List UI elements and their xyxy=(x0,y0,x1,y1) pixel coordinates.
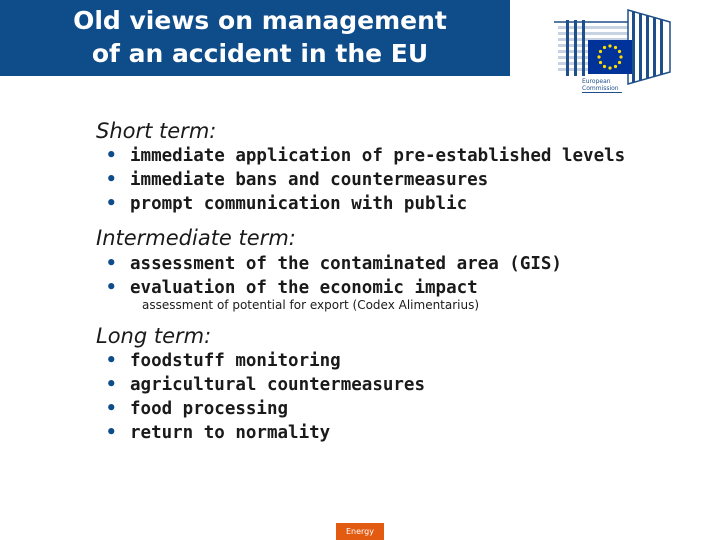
slide-title xyxy=(0,4,520,70)
intermediate-term-list xyxy=(106,252,562,300)
list-item xyxy=(106,192,625,216)
short-term-list xyxy=(106,144,625,216)
section-title-long-term: Long term: xyxy=(96,324,212,348)
list-item-text: foodstuff monitoring xyxy=(130,351,341,371)
list-item xyxy=(106,397,425,421)
list-item xyxy=(106,373,425,397)
list-item-text: return to normality xyxy=(130,423,331,443)
list-item-text: evaluation of the economic impact xyxy=(130,278,478,298)
list-item-text: prompt communication with public xyxy=(130,194,468,214)
slide-title-line2: of an accident in the EU xyxy=(91,39,429,68)
list-item-text: immediate application of pre-established levels xyxy=(130,146,626,166)
list-item-text: food processing xyxy=(130,399,289,419)
bullet-icon: • xyxy=(106,194,117,214)
list-item-text: assessment of the contaminated area (GIS) xyxy=(130,254,562,274)
list-item-text: agricultural countermeasures xyxy=(130,375,426,395)
list-item xyxy=(106,276,562,300)
bullet-icon: • xyxy=(106,146,117,166)
bullet-icon: • xyxy=(106,399,117,419)
section-title-short-term: Short term: xyxy=(96,119,217,143)
european-commission-logo xyxy=(540,0,720,100)
eu-flag-icon xyxy=(588,40,632,74)
list-item xyxy=(106,252,562,276)
bullet-icon: • xyxy=(106,375,117,395)
section-title-intermediate-term: Intermediate term: xyxy=(96,226,296,250)
logo-text-line1: European xyxy=(582,78,611,85)
sub-note: assessment of potential for export (Codex Alimentarius) xyxy=(142,298,480,312)
bullet-icon: • xyxy=(106,351,117,371)
list-item xyxy=(106,168,625,192)
bullet-icon: • xyxy=(106,278,117,298)
bullet-icon: • xyxy=(106,170,117,190)
list-item-text: immediate bans and countermeasures xyxy=(130,170,489,190)
list-item xyxy=(106,349,425,373)
footer-energy-tag: Energy xyxy=(336,523,384,540)
list-item xyxy=(106,421,425,445)
slide-title-line1: Old views on management xyxy=(73,6,447,35)
logo-text xyxy=(582,78,622,93)
list-item xyxy=(106,144,625,168)
logo-text-line2: Commission xyxy=(582,85,619,92)
bullet-icon: • xyxy=(106,423,117,443)
long-term-list xyxy=(106,349,425,445)
bullet-icon: • xyxy=(106,254,117,274)
